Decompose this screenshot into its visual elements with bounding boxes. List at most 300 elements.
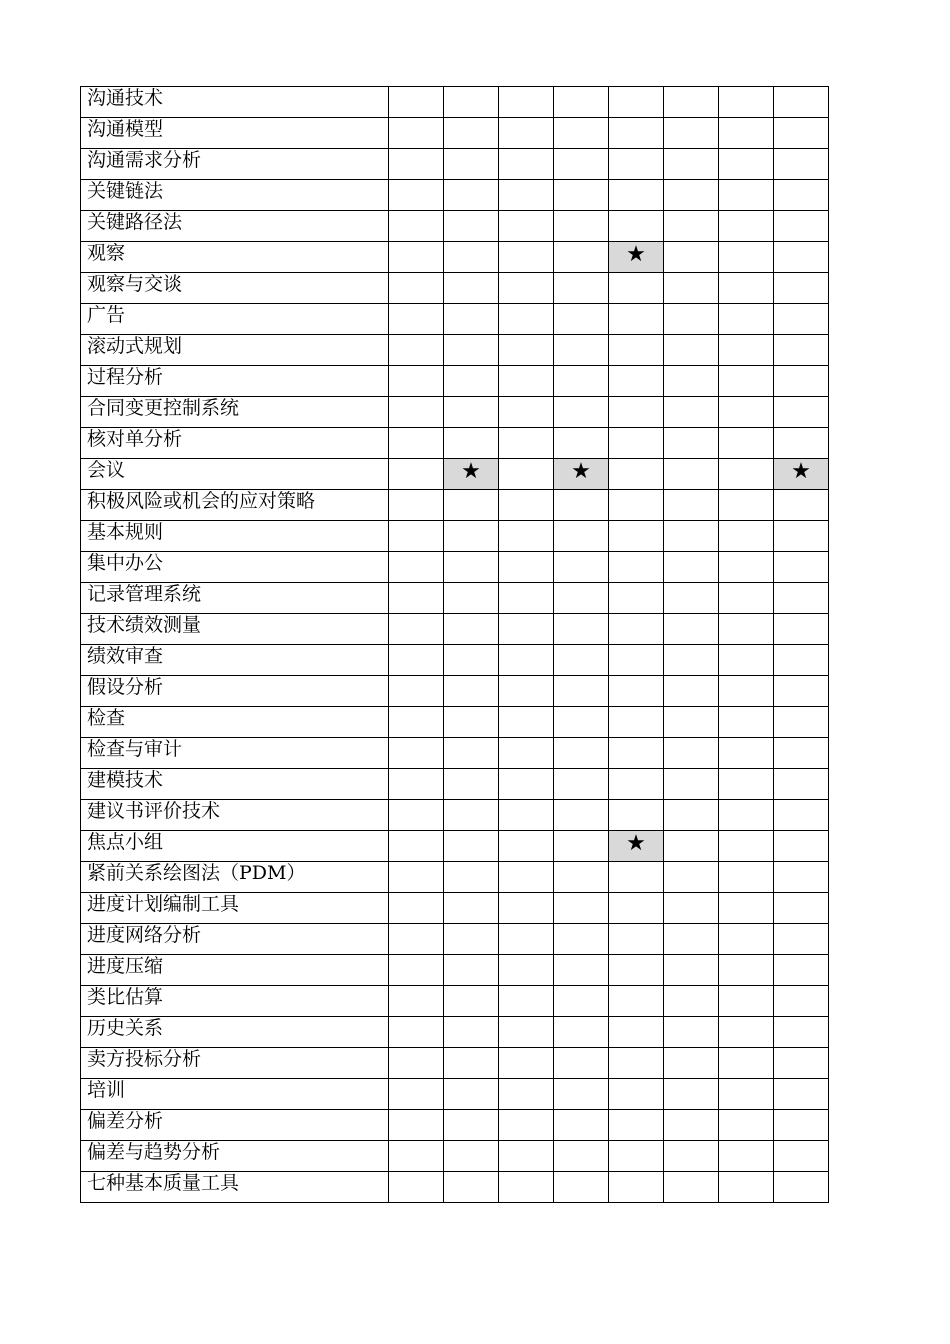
empty-cell — [719, 211, 774, 242]
empty-cell — [389, 1110, 444, 1141]
empty-cell — [444, 211, 499, 242]
table-row — [81, 397, 829, 428]
table-row — [81, 676, 829, 707]
empty-cell — [609, 1079, 664, 1110]
empty-cell — [609, 149, 664, 180]
empty-cell — [554, 893, 609, 924]
empty-cell — [389, 335, 444, 366]
empty-cell — [664, 273, 719, 304]
empty-cell — [554, 521, 609, 552]
empty-cell — [664, 645, 719, 676]
empty-cell — [499, 118, 554, 149]
empty-cell — [389, 893, 444, 924]
star-mark-cell — [609, 831, 664, 862]
empty-cell — [444, 118, 499, 149]
empty-cell — [444, 831, 499, 862]
empty-cell — [499, 87, 554, 118]
empty-cell — [554, 738, 609, 769]
technique-name-cell: 关键链法 — [81, 180, 389, 211]
empty-cell — [609, 707, 664, 738]
empty-cell — [554, 211, 609, 242]
empty-cell — [664, 738, 719, 769]
technique-name-cell: 偏差分析 — [81, 1110, 389, 1141]
empty-cell — [719, 335, 774, 366]
empty-cell — [444, 583, 499, 614]
technique-name-cell: 核对单分析 — [81, 428, 389, 459]
technique-name-cell: 进度网络分析 — [81, 924, 389, 955]
technique-name-cell: 紧前关系绘图法（PDM） — [81, 862, 389, 893]
empty-cell — [499, 1172, 554, 1203]
technique-name-cell: 合同变更控制系统 — [81, 397, 389, 428]
empty-cell — [664, 397, 719, 428]
empty-cell — [609, 459, 664, 490]
empty-cell — [609, 738, 664, 769]
empty-cell — [444, 707, 499, 738]
empty-cell — [719, 180, 774, 211]
empty-cell — [499, 738, 554, 769]
empty-cell — [389, 1048, 444, 1079]
empty-cell — [664, 1172, 719, 1203]
table-row — [81, 1017, 829, 1048]
empty-cell — [499, 366, 554, 397]
empty-cell — [609, 1110, 664, 1141]
table-row — [81, 459, 829, 490]
table-row — [81, 242, 829, 273]
empty-cell — [664, 366, 719, 397]
empty-cell — [444, 366, 499, 397]
empty-cell — [609, 304, 664, 335]
technique-name-cell: 记录管理系统 — [81, 583, 389, 614]
technique-name-cell: 会议 — [81, 459, 389, 490]
empty-cell — [444, 1048, 499, 1079]
empty-cell — [609, 924, 664, 955]
empty-cell — [774, 242, 829, 273]
empty-cell — [719, 645, 774, 676]
tools-techniques-table — [80, 86, 829, 1203]
empty-cell — [774, 211, 829, 242]
empty-cell — [719, 986, 774, 1017]
empty-cell — [389, 1172, 444, 1203]
table-row — [81, 366, 829, 397]
empty-cell — [774, 87, 829, 118]
empty-cell — [719, 955, 774, 986]
empty-cell — [609, 1172, 664, 1203]
technique-name-cell: 沟通模型 — [81, 118, 389, 149]
empty-cell — [609, 335, 664, 366]
empty-cell — [499, 707, 554, 738]
empty-cell — [444, 180, 499, 211]
empty-cell — [554, 87, 609, 118]
table-row — [81, 304, 829, 335]
empty-cell — [774, 1079, 829, 1110]
empty-cell — [774, 1110, 829, 1141]
empty-cell — [389, 87, 444, 118]
technique-name-cell: 建议书评价技术 — [81, 800, 389, 831]
empty-cell — [499, 335, 554, 366]
empty-cell — [774, 676, 829, 707]
empty-cell — [609, 273, 664, 304]
empty-cell — [774, 149, 829, 180]
empty-cell — [664, 1048, 719, 1079]
empty-cell — [389, 552, 444, 583]
empty-cell — [444, 1017, 499, 1048]
empty-cell — [609, 800, 664, 831]
empty-cell — [554, 676, 609, 707]
table-row — [81, 490, 829, 521]
empty-cell — [609, 614, 664, 645]
empty-cell — [774, 893, 829, 924]
empty-cell — [389, 645, 444, 676]
empty-cell — [664, 831, 719, 862]
technique-name-cell: 焦点小组 — [81, 831, 389, 862]
table-row — [81, 87, 829, 118]
empty-cell — [609, 769, 664, 800]
empty-cell — [499, 1048, 554, 1079]
empty-cell — [609, 180, 664, 211]
empty-cell — [444, 304, 499, 335]
empty-cell — [499, 1017, 554, 1048]
empty-cell — [774, 645, 829, 676]
empty-cell — [774, 1141, 829, 1172]
technique-name-cell: 沟通需求分析 — [81, 149, 389, 180]
table-row — [81, 738, 829, 769]
star-mark-cell — [774, 459, 829, 490]
table-row — [81, 1141, 829, 1172]
empty-cell — [664, 769, 719, 800]
empty-cell — [499, 428, 554, 459]
empty-cell — [554, 862, 609, 893]
empty-cell — [774, 552, 829, 583]
empty-cell — [719, 924, 774, 955]
table-row — [81, 707, 829, 738]
empty-cell — [389, 521, 444, 552]
technique-name-cell: 过程分析 — [81, 366, 389, 397]
empty-cell — [664, 87, 719, 118]
empty-cell — [719, 118, 774, 149]
empty-cell — [389, 366, 444, 397]
star-icon: ★ — [791, 459, 811, 484]
empty-cell — [389, 800, 444, 831]
empty-cell — [719, 800, 774, 831]
empty-cell — [609, 211, 664, 242]
empty-cell — [774, 180, 829, 211]
empty-cell — [774, 118, 829, 149]
star-icon: ★ — [626, 831, 646, 856]
empty-cell — [719, 273, 774, 304]
technique-name-cell: 建模技术 — [81, 769, 389, 800]
empty-cell — [499, 273, 554, 304]
empty-cell — [444, 924, 499, 955]
table-row — [81, 1079, 829, 1110]
empty-cell — [499, 211, 554, 242]
empty-cell — [554, 986, 609, 1017]
technique-name-cell: 卖方投标分析 — [81, 1048, 389, 1079]
table-row — [81, 1110, 829, 1141]
empty-cell — [389, 180, 444, 211]
empty-cell — [774, 428, 829, 459]
empty-cell — [719, 428, 774, 459]
empty-cell — [389, 118, 444, 149]
empty-cell — [499, 614, 554, 645]
empty-cell — [389, 273, 444, 304]
empty-cell — [774, 335, 829, 366]
empty-cell — [664, 490, 719, 521]
star-icon: ★ — [571, 459, 591, 484]
table-body — [81, 87, 829, 1203]
empty-cell — [554, 149, 609, 180]
empty-cell — [719, 552, 774, 583]
empty-cell — [664, 1079, 719, 1110]
empty-cell — [719, 459, 774, 490]
empty-cell — [664, 180, 719, 211]
technique-name-cell: 积极风险或机会的应对策略 — [81, 490, 389, 521]
empty-cell — [664, 1017, 719, 1048]
empty-cell — [664, 955, 719, 986]
empty-cell — [774, 304, 829, 335]
empty-cell — [444, 149, 499, 180]
empty-cell — [554, 366, 609, 397]
empty-cell — [719, 893, 774, 924]
empty-cell — [664, 428, 719, 459]
empty-cell — [609, 1048, 664, 1079]
technique-name-cell: 关键路径法 — [81, 211, 389, 242]
technique-name-cell: 集中办公 — [81, 552, 389, 583]
empty-cell — [609, 1141, 664, 1172]
empty-cell — [389, 459, 444, 490]
empty-cell — [664, 676, 719, 707]
empty-cell — [389, 304, 444, 335]
empty-cell — [664, 583, 719, 614]
table-row — [81, 273, 829, 304]
empty-cell — [609, 893, 664, 924]
empty-cell — [499, 862, 554, 893]
empty-cell — [444, 242, 499, 273]
table-row — [81, 645, 829, 676]
empty-cell — [444, 769, 499, 800]
empty-cell — [774, 490, 829, 521]
empty-cell — [554, 1079, 609, 1110]
empty-cell — [444, 893, 499, 924]
table-row — [81, 955, 829, 986]
empty-cell — [499, 459, 554, 490]
empty-cell — [499, 1110, 554, 1141]
empty-cell — [774, 366, 829, 397]
empty-cell — [774, 831, 829, 862]
table-row — [81, 893, 829, 924]
empty-cell — [554, 273, 609, 304]
empty-cell — [719, 149, 774, 180]
technique-name-cell: 类比估算 — [81, 986, 389, 1017]
empty-cell — [554, 428, 609, 459]
empty-cell — [719, 366, 774, 397]
empty-cell — [444, 1141, 499, 1172]
table-row — [81, 335, 829, 366]
empty-cell — [719, 831, 774, 862]
empty-cell — [609, 397, 664, 428]
empty-cell — [664, 552, 719, 583]
technique-name-cell: 基本规则 — [81, 521, 389, 552]
empty-cell — [719, 707, 774, 738]
technique-name-cell: 进度压缩 — [81, 955, 389, 986]
empty-cell — [719, 1079, 774, 1110]
empty-cell — [554, 180, 609, 211]
technique-name-cell: 沟通技术 — [81, 87, 389, 118]
empty-cell — [554, 1017, 609, 1048]
empty-cell — [554, 645, 609, 676]
empty-cell — [554, 490, 609, 521]
empty-cell — [554, 831, 609, 862]
empty-cell — [389, 986, 444, 1017]
empty-cell — [554, 955, 609, 986]
empty-cell — [499, 831, 554, 862]
technique-name-cell: 七种基本质量工具 — [81, 1172, 389, 1203]
table-row — [81, 862, 829, 893]
empty-cell — [444, 676, 499, 707]
technique-name-cell: 偏差与趋势分析 — [81, 1141, 389, 1172]
empty-cell — [444, 645, 499, 676]
empty-cell — [719, 521, 774, 552]
empty-cell — [554, 614, 609, 645]
empty-cell — [609, 552, 664, 583]
table-row — [81, 1172, 829, 1203]
empty-cell — [444, 862, 499, 893]
empty-cell — [499, 180, 554, 211]
empty-cell — [389, 676, 444, 707]
empty-cell — [389, 1017, 444, 1048]
empty-cell — [499, 552, 554, 583]
technique-name-cell: 广告 — [81, 304, 389, 335]
empty-cell — [774, 955, 829, 986]
empty-cell — [389, 707, 444, 738]
empty-cell — [554, 1110, 609, 1141]
empty-cell — [664, 893, 719, 924]
empty-cell — [664, 924, 719, 955]
empty-cell — [664, 1141, 719, 1172]
empty-cell — [444, 521, 499, 552]
star-mark-cell — [444, 459, 499, 490]
empty-cell — [719, 583, 774, 614]
empty-cell — [444, 490, 499, 521]
table-row — [81, 986, 829, 1017]
empty-cell — [609, 366, 664, 397]
table-row — [81, 1048, 829, 1079]
empty-cell — [774, 769, 829, 800]
technique-name-cell: 假设分析 — [81, 676, 389, 707]
empty-cell — [719, 87, 774, 118]
empty-cell — [499, 1141, 554, 1172]
empty-cell — [499, 583, 554, 614]
empty-cell — [774, 1048, 829, 1079]
empty-cell — [664, 986, 719, 1017]
empty-cell — [774, 583, 829, 614]
empty-cell — [664, 521, 719, 552]
technique-name-cell: 绩效审查 — [81, 645, 389, 676]
empty-cell — [499, 769, 554, 800]
empty-cell — [389, 583, 444, 614]
empty-cell — [554, 1172, 609, 1203]
empty-cell — [609, 862, 664, 893]
empty-cell — [774, 738, 829, 769]
empty-cell — [389, 769, 444, 800]
table-row — [81, 211, 829, 242]
table-row — [81, 800, 829, 831]
empty-cell — [444, 614, 499, 645]
table-row — [81, 428, 829, 459]
empty-cell — [719, 862, 774, 893]
empty-cell — [389, 1079, 444, 1110]
empty-cell — [774, 924, 829, 955]
empty-cell — [774, 1172, 829, 1203]
empty-cell — [499, 521, 554, 552]
table-row — [81, 180, 829, 211]
empty-cell — [609, 986, 664, 1017]
empty-cell — [664, 459, 719, 490]
empty-cell — [389, 955, 444, 986]
empty-cell — [774, 273, 829, 304]
empty-cell — [389, 149, 444, 180]
empty-cell — [444, 800, 499, 831]
empty-cell — [444, 87, 499, 118]
empty-cell — [444, 335, 499, 366]
empty-cell — [389, 862, 444, 893]
empty-cell — [444, 397, 499, 428]
empty-cell — [774, 614, 829, 645]
empty-cell — [389, 242, 444, 273]
star-mark-cell — [609, 242, 664, 273]
empty-cell — [609, 428, 664, 459]
technique-name-cell: 检查与审计 — [81, 738, 389, 769]
empty-cell — [554, 924, 609, 955]
empty-cell — [389, 490, 444, 521]
empty-cell — [609, 490, 664, 521]
empty-cell — [389, 738, 444, 769]
empty-cell — [664, 304, 719, 335]
empty-cell — [719, 676, 774, 707]
empty-cell — [554, 552, 609, 583]
empty-cell — [719, 397, 774, 428]
table-row — [81, 521, 829, 552]
empty-cell — [444, 955, 499, 986]
empty-cell — [444, 428, 499, 459]
empty-cell — [389, 924, 444, 955]
empty-cell — [664, 335, 719, 366]
technique-name-cell: 滚动式规划 — [81, 335, 389, 366]
empty-cell — [719, 1110, 774, 1141]
technique-name-cell: 培训 — [81, 1079, 389, 1110]
technique-name-cell: 技术绩效测量 — [81, 614, 389, 645]
empty-cell — [664, 614, 719, 645]
empty-cell — [774, 800, 829, 831]
empty-cell — [499, 924, 554, 955]
technique-name-cell: 观察 — [81, 242, 389, 273]
empty-cell — [609, 676, 664, 707]
technique-name-cell: 观察与交谈 — [81, 273, 389, 304]
table-row — [81, 924, 829, 955]
empty-cell — [499, 149, 554, 180]
empty-cell — [774, 521, 829, 552]
empty-cell — [499, 676, 554, 707]
empty-cell — [499, 242, 554, 273]
empty-cell — [719, 1141, 774, 1172]
empty-cell — [664, 862, 719, 893]
empty-cell — [609, 1017, 664, 1048]
empty-cell — [664, 242, 719, 273]
empty-cell — [719, 242, 774, 273]
table-row — [81, 552, 829, 583]
empty-cell — [609, 645, 664, 676]
empty-cell — [389, 428, 444, 459]
empty-cell — [444, 1079, 499, 1110]
